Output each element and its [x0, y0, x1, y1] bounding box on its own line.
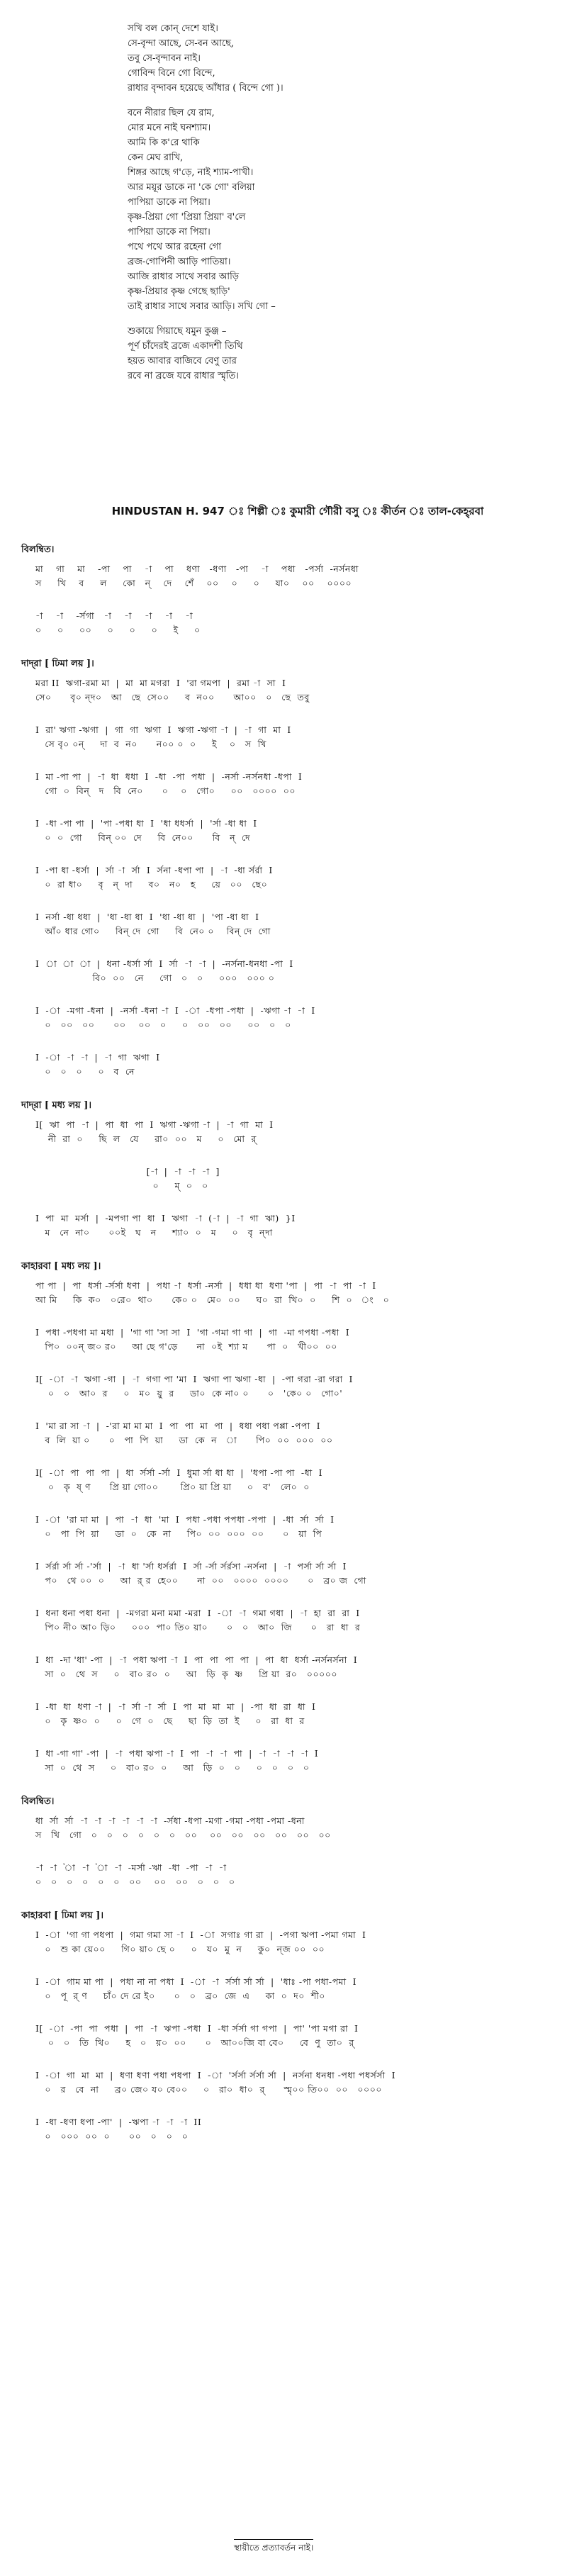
lyric-line: ০ পূ র্‌ ণ চাঁ০ দে রে ই০ ০ ০ ব্র০ জে এ কা ০ দ০ শী০ — [35, 1990, 325, 2001]
section-label: বিলম্বিত। — [21, 1796, 55, 1807]
notation-section — [21, 657, 553, 1080]
lyric-line: সে০ বৃ০ ন্‌দ০ আ ছে সে০০ ব ন০০ আ০০ ০ ছে তবু — [35, 692, 310, 702]
lyric-line: ০ পা পি য়া ডা ০ কে না পি০ ০০ ০০০ ০০ ০ য়া পি — [35, 1528, 322, 1539]
lyric-line: ০ র বে না ব্র০ জে০ য০ বে০০ ০ রা০ ধা০ র্‌ স্মৃ০০ তি০০ ০০ ০০০০ — [35, 2084, 382, 2095]
swara-line: I -া 'গা গা পধপা | গমা গমা সা -া I -া সগাঃ গা রা | -পগা ঋপা -পমা গমা I — [35, 1930, 366, 1940]
swara-line: I -া 'রা মা মা | পা -া ধা 'মা I পধা -পধা পপধা -পপা | -ধা র্সা র্সা I — [35, 1514, 335, 1525]
swara-line: I[ -া পা পা পা | ধা র্সর্সা -র্সা I ধুমা র্সা ধা ধা | 'ধপা -পা পা -ধা I — [35, 1467, 323, 1478]
section-label: দাদ্‌রা [ মধ্য লয় ]। — [21, 1100, 92, 1111]
poem-line: রবে না ব্রজে যবে রাধার স্মৃতি। — [128, 371, 239, 381]
poem-line: কৃষ্ণ-প্রিয়া গো 'প্রিয়া প্রিয়া' ব'লে — [128, 212, 246, 223]
poem-line: আমি কি ক'রে থাকি — [128, 138, 200, 148]
section-label: কাহারবা [ ঢিমা লয় ]। — [21, 1910, 104, 1921]
lyric-line: বি০ ০০ নে গো ০ ০ ০০০ ০০০ ০ — [35, 973, 275, 983]
lyric-line: ম নে না০ ০০ই ঘ ন শ্যা০ ০ ম ০ বৃ ন্‌দা — [35, 1227, 273, 1238]
lyric-line: ০ ০০০ ০০ ০ ০০ ০ ০ ০ — [35, 2131, 189, 2141]
song-lyrics — [128, 21, 496, 393]
poem-line: ব্রজ-গোপিনী আড়ি পাতিয়া। — [128, 257, 231, 267]
notation-row — [21, 771, 553, 800]
swara-line: I -ধা ধা ধণা -া | -া র্সা -া র্সা I পা মা মা মা | -পা ধা রা ধা I — [35, 1701, 316, 1712]
swara-line: I 'মা রা সা -া | -'রা মা মা মা I পা পা মা পা | ধধা পধা পপ্পা -পপা I — [35, 1421, 321, 1431]
lyric-line: প০ থে ০০ ০ আ র্‌ র হে০০ না ০০ ০০০০ ০০০০ ০ ব্র০ জ গো — [35, 1575, 366, 1586]
section-label: বিলম্বিত। — [21, 544, 55, 555]
poem-stanza — [128, 324, 496, 383]
notation-section — [21, 1099, 553, 1241]
notation-row — [21, 1467, 553, 1496]
notation-row — [21, 1748, 553, 1776]
lyric-line: ব লি য়া ০ ০ পা পি য়া ডা কে ন া পি০ ০০ ০০০ ০০ — [35, 1435, 333, 1445]
swara-line: I ধা -গা গা' -পা | -া পধা ঋপা -া I পা -া -া পা | -া -া -া -া I — [35, 1748, 319, 1759]
lyric-line: ০ ম্‌ ০ ০ — [35, 1180, 208, 1191]
lyric-line: স খি ব ল কো ন্‌ দে শেঁ ০০ ০ ০ যা০ ০০ ০০০০ — [35, 578, 352, 588]
notation-row — [21, 958, 553, 987]
swara-line: I[ ঋা পা -া | পা ধা পা I ঋগা -ঋগা -া | -া গা মা I — [35, 1119, 274, 1130]
poem-stanza — [128, 21, 496, 96]
lyric-line: ০ ০ ০০ ০ ০ ০ ই ০ — [35, 625, 201, 635]
swara-line: I -পা ধা -ধর্সা | র্সা -া র্সা I র্সনা -ধপা পা | -া -ধা র্সর্রা I — [35, 865, 273, 875]
poem-line: বনে নীরার ছিল যে রাম, — [128, 108, 215, 118]
swara-line: I মা -পা পা | -া ধা ধধা I -ধা -পা পধা | -নর্সা -নর্সনধা -ধপা I — [35, 771, 303, 782]
lyric-line: ০ ০ গো বিন্‌ ০০ দে বি নে০০ বি ন্‌ দে — [35, 832, 251, 843]
poem-line: সখি বল কোন্‌ দেশে যাই। — [128, 23, 218, 34]
poem-line: রাধার বৃন্দাবন হয়েছে আঁধার ( বিন্দে গো )। — [128, 83, 284, 94]
swara-line: I -া গা মা মা | ধণা ধণা পধা পধপা I -া 'র্সর্সা র্সর্সা র্সা | নর্সনা ধনধা -পধা পধর্সর্সা I — [35, 2070, 396, 2081]
poem-line: পথে পথে আর রহেনা গো — [128, 242, 222, 252]
poem-line: তাই রাধার সাথে সবার আড়ি। সখি গো – — [128, 301, 276, 312]
lyric-line: ০ কৃ ষ্‌ ণ প্রি য়া গো০০ প্রি০ য়া প্রি য়া ০ ব' লে০ ০ — [35, 1482, 310, 1492]
record-heading: HINDUSTAN H. 947 ঃ শিল্পী ঃ কুমারী গৌরী বসু ঃ কীর্তন ঃ তাল-কেহ্‌রবা — [111, 505, 484, 517]
lyric-line: নী রা ০ ছি ল যে রা০ ০০ ম ০ মো র্‌ — [47, 1133, 257, 1144]
notation-row — [21, 1374, 553, 1402]
swara-line: I পধা -পধগা মা মধা | 'গা গা 'সা সা I 'গা -গমা গা গা | গা -মা গপধা -পধা I — [35, 1327, 350, 1338]
lyric-line: স খি গো ০ ০ ০ ০ ০ ০ ০০ ০০ ০০ ০০ ০০ ০০ ০০ — [35, 1830, 331, 1840]
lyric-line: পি০ ০০ন্‌ জ০ র০ আ ছে গ'ড়ে না ০ই শ্যা ম পা ০ খী০০ ০০ — [35, 1341, 337, 1352]
notation-row — [21, 865, 553, 893]
notation-row — [21, 1561, 553, 1589]
poem-line: কৃষ্ণ-প্রিয়ার কৃষ্ণ গেছে ছাড়ি' — [128, 286, 230, 297]
poem-line: কেন মেঘ রাখি, — [128, 152, 184, 163]
swara-line: I রা' ঋগা -ঋগা | গা গা ঋগা I ঋগা -ঋগা -া | -া গা মা I — [35, 724, 291, 735]
lyric-line: ০ ০ তি থি০ হ ০ য়০ ০০ ০ আ০০জি বা বে০ বে ণু তা০ র্‌ — [47, 2037, 354, 2048]
swara-line: I নর্সা -ধা ধধা | 'ধা -ধা ধা I 'ধা -ধা ধা | 'পা -ধা ধা I — [35, 912, 259, 922]
notation-row — [21, 1514, 553, 1542]
notation-row — [21, 912, 553, 940]
poem-line: সে-বৃন্দা আছে, সে-বন আছে, — [128, 38, 235, 49]
section-label: দাদ্‌রা [ ঢিমা লয় ]। — [21, 659, 94, 669]
lyric-line: সে বৃ০ ০ন্‌ দা ব ন০ ন০০ ০ ০ ই ০ স খি — [35, 739, 266, 749]
swara-line: I -া -মগা -ধনা | -নর্সা -ধনা -া I -া -ধপা -পধা | -ঋগা -া -া I — [35, 1005, 315, 1016]
notation-row — [21, 1052, 553, 1080]
swara-line: মরা II ঋগা-রমা মা | মা মা মগরা I 'রা গমপা | রমা -া সা I — [35, 678, 286, 688]
lyric-line: ০ শু কা য়ে০০ গি০ য়া০ ছে ০ ০ য০ মু ন কু০ ন্‌জ ০০ ০০ — [35, 1944, 325, 1954]
lyric-line: ০ ০ ০ ০ ০ ০ ০০ ০০ ০০ ০ ০ ০ — [35, 1876, 235, 1887]
notation-section — [21, 1909, 553, 2145]
notation-row — [21, 610, 553, 639]
notation-row — [21, 564, 553, 592]
lyric-line: গো ০ বিন্‌ দ বি নে০ ০ ০ গো০ ০০ ০০০০ ০০ — [35, 785, 296, 796]
poem-line: হয়ত আবার বাজিবে বেণু তার — [128, 356, 237, 366]
lyric-line: ০ কৃ ষ্ণ০ ০ ০ গে ০ ছে ছা ড়ি তা ই ০ রা ধা র — [35, 1715, 305, 1726]
notation-body — [21, 539, 553, 2163]
swara-line: পা পা | পা ধর্সা -র্সর্সা ধণা | পধা -া ধর্সা -নর্সা | ধধা ধা ধণা 'পা | পা -া পা -া I — [35, 1280, 376, 1291]
notation-section — [21, 1795, 553, 1891]
poem-line: পাপিয়া ডাকে না পিয়া। — [128, 197, 210, 208]
notation-row — [21, 1930, 553, 1958]
notation-row — [21, 1862, 553, 1891]
swara-line: I ধনা ধনা পধা ধনা | -মগরা মনা মমা -মরা I -া -া গমা গধা | -া হা রা রা I — [35, 1608, 360, 1618]
notation-row — [21, 1166, 553, 1194]
notation-row — [21, 1608, 553, 1636]
notation-row — [21, 1005, 553, 1034]
swara-line: -া -া 'া -া 'া -া -মর্সা -ঋা -ধা -পা -া -া — [35, 1862, 227, 1873]
notation-row — [21, 1119, 553, 1148]
notation-row — [21, 2117, 553, 2145]
swara-line: I -া গাম মা পা | পধা না না পধা I -া -া র্সর্সা র্সা র্সা | 'ধাঃ -পা পধা-পমা I — [35, 1976, 357, 1987]
poem-line: পাপিয়া ডাকে না পিয়া। — [128, 227, 210, 237]
poem-line: তবু সে-বৃন্দাবন নাই। — [128, 53, 201, 64]
notation-row — [21, 818, 553, 846]
notation-row — [21, 2070, 553, 2098]
notation-row — [21, 1327, 553, 1355]
lyric-line: ০ ০ আ০ র ০ ম০ য়ু র ডা০ কে না০ ০ ০ 'কে০ ০ গো০' — [35, 1388, 343, 1399]
swara-line: I া া া | ধনা -ধর্সা র্সা I র্সা -া -া | -নর্সনা-ধনধা -পা I — [35, 958, 293, 969]
notation-row — [21, 1654, 553, 1683]
swara-line: [-া | -া -া -া ] — [35, 1166, 220, 1177]
section-label: কাহারবা [ মধ্য লয় ]। — [21, 1261, 101, 1272]
poem-line: আর ময়ূর ডাকে না 'কে গো' বলিয়া — [128, 182, 255, 193]
poem-line: পূর্ণ চাঁদেরই ব্রজে একাদশী তিথি — [128, 341, 243, 352]
footnote: স্থায়ীতে প্রত্যাবর্তন নাই। — [234, 2539, 313, 2556]
notation-row — [21, 724, 553, 753]
notation-row — [21, 1815, 553, 1844]
lyric-line: সা ০ থে স ০ বা০ র০ ০ আ ড়ি ০ ০ ০ ০ ০ ০ — [35, 1762, 310, 1773]
swara-line: I[ -া -পা পা পধা | পা -া ঋপা -পধা I -ধা র্সর্সা গা গপা | পা' 'পা মগা রা I — [35, 2023, 359, 2034]
swara-line: I -া -া -া | -া গা ঋগা I — [35, 1052, 160, 1063]
swara-line: I[ -া -া ঋগা -গা | -া গগা পা 'মা I ঋগা পা ঋগা -ধা | -পা গরা -রা গরা I — [35, 1374, 353, 1384]
lyric-line: আ মি কি ক০ ০রে০ থা০ কে০ ০ মে০ ০০ ঘ০ রা খি০ ০ শি ০ ং ০ — [35, 1294, 390, 1305]
notation-row — [21, 1421, 553, 1449]
swara-line: -া -া -র্সগা -া -া -া -া -া — [35, 610, 193, 621]
swara-line: I -ধা -পা পা | 'পা -পধা ধা I 'ধা ধধর্সা | 'র্সা -ধা ধা I — [35, 818, 257, 829]
lyric-line: আঁ০ ধার গো০ বিন্‌ দে গো বি নে০ ০ বিন্‌ দে গো — [35, 926, 271, 936]
notation-section — [21, 1260, 553, 1776]
swara-line: ধা র্সা র্সা -া -া -া -া -া -া -র্সধা -ধপা -মগা -গমা -পধা -পমা -ধনা — [35, 1815, 305, 1826]
lyric-line: ০ ০০ ০০ ০০ ০০ ০ ০ ০০ ০০ ০০ ০ ০ — [35, 1019, 291, 1030]
lyric-line: পি০ নী০ আ০ ড়ি০ ০০০ পা০ তি০ য়া০ ০ ০ আ০ জি ০ রা ধা র — [35, 1622, 361, 1633]
swara-line: I পা মা মর্সা | -মপগা পা ধা I ঋগা -া (-া | -া গা ঋা) }I — [35, 1213, 296, 1223]
swara-line: I -ধা -ধণা ধপা -পা' | -ঋপা -া -া -া II — [35, 2117, 202, 2127]
notation-row — [21, 1701, 553, 1730]
lyric-line: ০ ০ ০ ০ ব নে — [35, 1066, 135, 1077]
swara-line: I ধা -দা 'ধা' -পা | -া পধা ঋপা -া I পা পা পা পা | পা ধা ধর্সা -নর্সনর্সনা I — [35, 1654, 358, 1665]
poem-line: মোর মনে নাই ঘনশ্যাম। — [128, 123, 211, 133]
lyric-line: ০ রা ধা০ বৃ ন্‌ দা ব০ ন০ হ য়ে ০০ ছে০ — [35, 879, 268, 890]
notation-section — [21, 543, 553, 639]
notation-row — [21, 1213, 553, 1241]
poem-line: শিঙ্গর আছে গ'ড়ে, নাই শ্যাম-পাখী। — [128, 167, 254, 178]
lyric-line: সা ০ থে স ০ বা০ র০ ০ আ ড়ি কৃ ষ্ণ প্রি য়া র০ ০০০০০ — [35, 1669, 337, 1679]
poem-line: আজি রাধার সাথে সবার আড়ি — [128, 271, 240, 282]
notation-row — [21, 2023, 553, 2051]
notation-row — [21, 1976, 553, 2005]
poem-line: শুকায়ে গিয়াছে যমুন কুঞ্জ – — [128, 326, 227, 337]
notation-row — [21, 1280, 553, 1309]
swara-line: মা গা মা -পা পা -া পা ধণা -ধণা -পা -া পধা -পর্সা -নর্সনধা — [35, 564, 359, 574]
notation-row — [21, 678, 553, 706]
poem-stanza — [128, 106, 496, 314]
swara-line: I র্সর্রা র্সা র্সা -'র্সা | -া ধা 'র্সা ধর্সর্রা I র্সা -র্সা র্সর্রসা -নর্সনা | -া পর্সা র্সা র্সা I — [35, 1561, 347, 1572]
poem-line: গোবিন্দ বিনে গো বিন্দে, — [128, 68, 215, 79]
